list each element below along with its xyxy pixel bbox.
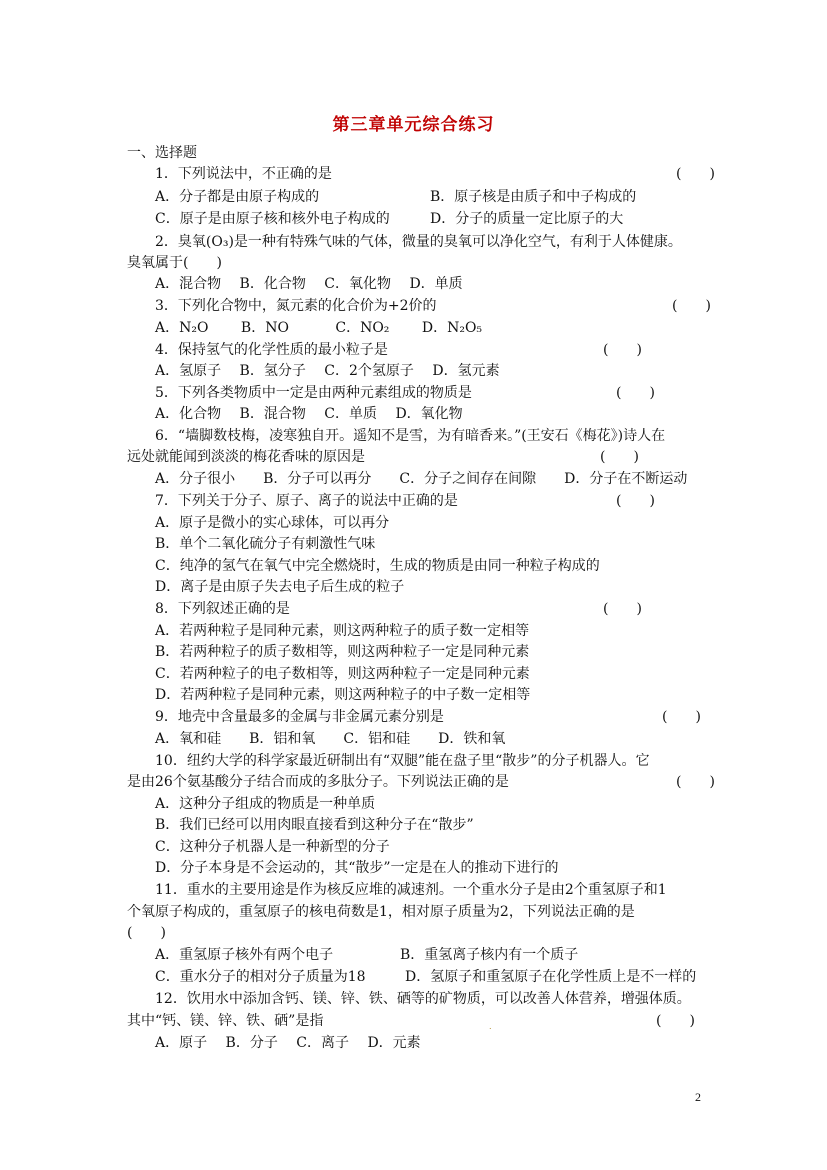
options-5: A．化合物 B．混合物 C．单质 D．氧化物 bbox=[155, 406, 463, 422]
question-2: 2．臭氧(O₃)是一种有特殊气味的气体，微量的臭氧可以净化空气，有利于人体健康。 bbox=[155, 234, 682, 250]
options-9: A．氧和硅 B．铝和氧 C．铝和硅 D．铁和氧 bbox=[155, 731, 506, 747]
answer-paren-11: ( ) bbox=[127, 925, 166, 941]
option-10d: D．分子本身是不会运动的，其“散步”一定是在人的推动下进行的 bbox=[155, 860, 559, 876]
option-1c: C．原子是由原子核和核外电子构成的 bbox=[155, 211, 390, 227]
answer-paren-3: ( ) bbox=[672, 298, 711, 314]
options-3: A．N₂O B．NO C．NO₂ D．N₂O₅ bbox=[155, 320, 483, 336]
option-8a: A．若两种粒子是同种元素，则这两种粒子的质子数一定相等 bbox=[155, 623, 530, 639]
question-4: 4．保持氢气的化学性质的最小粒子是 bbox=[155, 342, 388, 358]
question-6: 6．“墙脚数枝梅，凌寒独自开。遥知不是雪，为有暗香来。”(王安石《梅花》)诗人在 bbox=[155, 428, 666, 444]
answer-paren-7: ( ) bbox=[616, 493, 655, 509]
option-10b: B．我们已经可以用肉眼直接看到这种分子在“散步” bbox=[155, 817, 474, 833]
section-heading: 一、选择题 bbox=[127, 145, 197, 161]
answer-paren-9: ( ) bbox=[662, 709, 701, 725]
question-1: 1．下列说法中，不正确的是 bbox=[155, 166, 332, 182]
question-9: 9．地壳中含量最多的金属与非金属元素分别是 bbox=[155, 709, 444, 725]
options-2: A．混合物 B．化合物 C．氧化物 D．单质 bbox=[155, 276, 463, 292]
option-11a: A．重氢原子核外有两个电子 bbox=[155, 947, 334, 963]
question-2-cont: 臭氧属于( ) bbox=[127, 255, 222, 271]
option-8c: C．若两种粒子的电子数相等，则这两种粒子一定是同种元素 bbox=[155, 666, 530, 682]
option-7d: D．离子是由原子失去电子后生成的粒子 bbox=[155, 579, 405, 595]
page-title: 第三章单元综合练习 bbox=[332, 115, 495, 135]
answer-paren-4: ( ) bbox=[603, 342, 642, 358]
stray-mark: . bbox=[489, 1022, 492, 1031]
option-7c: C．纯净的氢气在氧气中完全燃烧时，生成的物质是由同一种粒子构成的 bbox=[155, 558, 600, 574]
option-1d: D．分子的质量一定比原子的大 bbox=[430, 211, 624, 227]
question-3: 3．下列化合物中，氮元素的化合价为+2价的 bbox=[155, 298, 437, 314]
options-6: A．分子很小 B．分子可以再分 C．分子之间存在间隙 D．分子在不断运动 bbox=[155, 471, 688, 487]
answer-paren-12: ( ) bbox=[656, 1013, 695, 1029]
options-12: A．原子 B．分子 C．离子 D．元素 bbox=[155, 1035, 421, 1051]
option-8b: B．若两种粒子的质子数相等，则这两种粒子一定是同种元素 bbox=[155, 644, 530, 660]
question-8: 8．下列叙述正确的是 bbox=[155, 601, 290, 617]
options-4: A．氢原子 B．氢分子 C．2个氢原子 D．氢元素 bbox=[155, 363, 500, 379]
option-11d: D．氢原子和重氢原子在化学性质上是不一样的 bbox=[405, 969, 697, 985]
option-1b: B．原子核是由质子和中子构成的 bbox=[430, 189, 637, 205]
question-11: 11．重水的主要用途是作为核反应堆的减速剂。一个重水分子是由2个重氢原子和1 bbox=[155, 882, 667, 898]
question-6-cont: 远处就能闻到淡淡的梅花香味的原因是 bbox=[127, 449, 365, 465]
option-10c: C．这种分子机器人是一种新型的分子 bbox=[155, 839, 390, 855]
question-10-cont: 是由26个氨基酸分子结合而成的多肽分子。下列说法正确的是 bbox=[127, 774, 509, 790]
answer-paren-5: ( ) bbox=[616, 385, 655, 401]
answer-paren-10: ( ) bbox=[676, 774, 715, 790]
question-10: 10．纽约大学的科学家最近研制出有“双腿”能在盘子里“散步”的分子机器人。它 bbox=[155, 753, 650, 769]
answer-paren-6: ( ) bbox=[600, 449, 639, 465]
question-7: 7．下列关于分子、原子、离子的说法中正确的是 bbox=[155, 493, 458, 509]
answer-paren-1: ( ) bbox=[676, 166, 715, 182]
option-10a: A．这种分子组成的物质是一种单质 bbox=[155, 796, 376, 812]
question-12-cont: 其中“钙、镁、锌、铁、硒”是指 bbox=[127, 1013, 324, 1029]
option-7b: B．单个二氧化硫分子有刺激性气味 bbox=[155, 536, 376, 552]
question-11-cont: 个氧原子构成的，重氢原子的核电荷数是1，相对原子质量为2，下列说法正确的是 bbox=[127, 904, 635, 920]
option-7a: A．原子是微小的实心球体，可以再分 bbox=[155, 515, 390, 531]
page-number: 2 bbox=[695, 1090, 701, 1104]
question-12: 12．饮用水中添加含钙、镁、锌、铁、硒等的矿物质，可以改善人体营养，增强体质。 bbox=[155, 991, 691, 1007]
answer-paren-8: ( ) bbox=[603, 601, 642, 617]
option-1a: A．分子都是由原子构成的 bbox=[155, 189, 320, 205]
option-11b: B．重氢离子核内有一个质子 bbox=[400, 947, 579, 963]
option-8d: D．若两种粒子是同种元素，则这两种粒子的中子数一定相等 bbox=[155, 687, 531, 703]
option-11c: C．重水分子的相对分子质量为18 bbox=[155, 969, 366, 985]
question-5: 5．下列各类物质中一定是由两种元素组成的物质是 bbox=[155, 385, 472, 401]
